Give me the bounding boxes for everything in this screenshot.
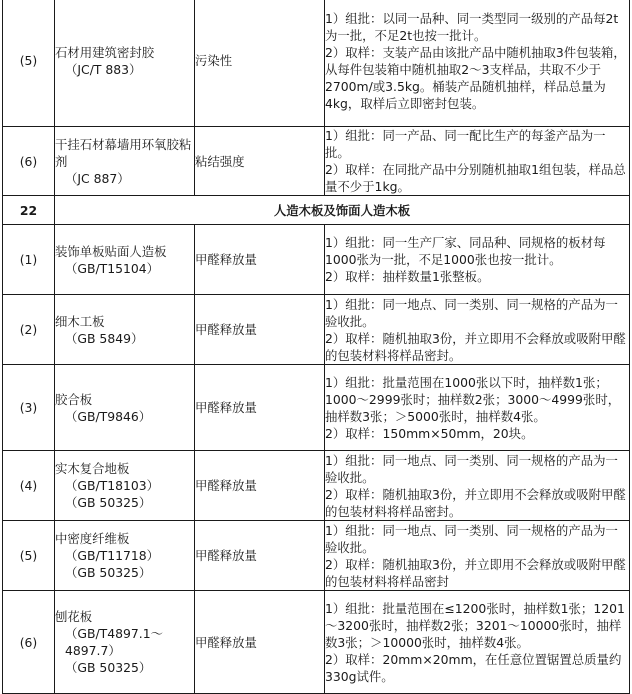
item-number: (5) [3, 0, 55, 127]
product-cell [55, 225, 195, 295]
section-number: 22 [3, 196, 55, 225]
product-cell [55, 451, 195, 521]
sampling-rule: 2）取样：在同批产品中分别随机抽取1组包装，样品总量不少于1kg。 [325, 162, 626, 194]
sampling-rule: 2）取样：支装产品由该批产品中随机抽取3件包装箱，从每件包装箱中随机抽取2～3支样品，共取不少于2700m/或3.5kg。桶装产品随机抽样，样品总量为4kg，取样后立即密封包装。 [325, 44, 626, 111]
test-parameter: 甲醛释放量 [195, 295, 325, 365]
standard-code: （GB/T11718） （GB 50325） [65, 548, 160, 580]
batch-rule: 1）组批：同一地点、同一类别、同一规格的产品为一验收批。 [325, 452, 618, 485]
test-parameter: 污染性 [195, 0, 325, 127]
standard-code: （JC/T 883） [65, 61, 142, 77]
item-number: (1) [3, 225, 55, 295]
item-number: (5) [3, 521, 55, 591]
batch-rule: 1）组批：同一地点、同一类别、同一规格的产品为一验收批。 [325, 296, 618, 329]
sampling-requirements [325, 451, 630, 521]
product-name: 刨花板 [55, 609, 93, 624]
sampling-requirements [325, 127, 630, 196]
sampling-rule: 2）取样：随机抽取3份，并立即用不会释放或吸附甲醛的包装材料将样品密封 [325, 556, 626, 589]
item-number: (6) [3, 127, 55, 196]
product-name: 石材用建筑密封胶 [55, 44, 155, 60]
batch-rule: 1）组批：批量范围在≤1200张时，抽样数1张；1201～3200张时，抽样数2张；3201～10000张时，抽样数3张；＞10000张时，抽样数4张。 [325, 600, 625, 650]
batch-rule: 1）组批：以同一品种、同一类型同一级别的产品每2t为一批，不足2t也按一批计。 [325, 10, 619, 43]
product-cell [55, 591, 195, 694]
item-number: (4) [3, 451, 55, 521]
standard-code: （GB/T4897.1～4897.7） （GB 50325） [65, 626, 163, 675]
item-number: (6) [3, 591, 55, 694]
product-name: 中密度纤维板 [55, 531, 130, 546]
standard-code: （GB/T15104） [65, 260, 160, 276]
product-name: 胶合板 [55, 391, 93, 407]
item-number: (3) [3, 365, 55, 451]
table-row [3, 225, 630, 295]
test-parameter: 甲醛释放量 [195, 365, 325, 451]
standard-code: （GB 5849） [65, 330, 144, 346]
section-header-row [3, 196, 630, 225]
batch-rule: 1）组批：同一产品、同一配比生产的每釜产品为一批。 [325, 128, 606, 160]
product-cell [55, 295, 195, 365]
product-cell [55, 521, 195, 591]
sampling-requirements [325, 295, 630, 365]
test-parameter: 甲醛释放量 [195, 451, 325, 521]
sampling-standards-table [2, 0, 630, 694]
batch-rule: 1）组批：同一生产厂家、同品种、同规格的板材每1000张为一批，不足1000张也按一批计。 [325, 235, 606, 267]
standard-code: （GB/T18103） （GB 50325） [65, 478, 160, 510]
table-row [3, 295, 630, 365]
sampling-rule: 2）取样：随机抽取3份，并立即用不会释放或吸附甲醛的包装材料将样品密封。 [325, 486, 626, 519]
table-row [3, 0, 630, 127]
product-cell [55, 127, 195, 196]
sampling-rule: 2）取样：20mm×20mm，在任意位置锯置总质量约330g试件。 [325, 651, 622, 684]
test-parameter: 甲醛释放量 [195, 225, 325, 295]
test-parameter: 粘结强度 [195, 127, 325, 196]
item-number: (2) [3, 295, 55, 365]
table-row [3, 591, 630, 694]
batch-rule: 1）组批：批量范围在1000张以下时，抽样数1张；1000～2999张时；抽样数2张；3000～4999张时，抽样数3张；＞5000张时，抽样数4张。 [325, 374, 621, 424]
sampling-requirements [325, 521, 630, 591]
product-name: 细木工板 [55, 313, 105, 329]
product-cell [55, 365, 195, 451]
table-row [3, 451, 630, 521]
batch-rule: 1）组批：同一地点、同一类别、同一规格的产品为一验收批。 [325, 522, 618, 555]
section-title: 人造木板及饰面人造木板 [55, 196, 630, 225]
standard-code: （GB/T9846） [65, 408, 152, 424]
standard-code: （JC 887） [65, 170, 130, 186]
sampling-rule: 2）取样：随机抽取3份，并立即用不会释放或吸附甲醛的包装材料将样品密封。 [325, 330, 626, 363]
sampling-requirements [325, 0, 630, 127]
sampling-rule: 2）取样：150mm×50mm，20块。 [325, 425, 534, 441]
product-cell [55, 0, 195, 127]
product-name: 装饰单板贴面人造板 [55, 243, 167, 259]
test-parameter: 甲醛释放量 [195, 591, 325, 694]
sampling-requirements [325, 365, 630, 451]
product-name: 实木复合地板 [55, 461, 130, 476]
sampling-requirements [325, 225, 630, 295]
sampling-requirements [325, 591, 630, 694]
table-row [3, 521, 630, 591]
sampling-rule: 2）取样：抽样数量1张整板。 [325, 269, 490, 284]
table-row [3, 365, 630, 451]
test-parameter: 甲醛释放量 [195, 521, 325, 591]
table-row [3, 127, 630, 196]
product-name: 干挂石材幕墙用环氧胶粘剂 [55, 136, 192, 169]
